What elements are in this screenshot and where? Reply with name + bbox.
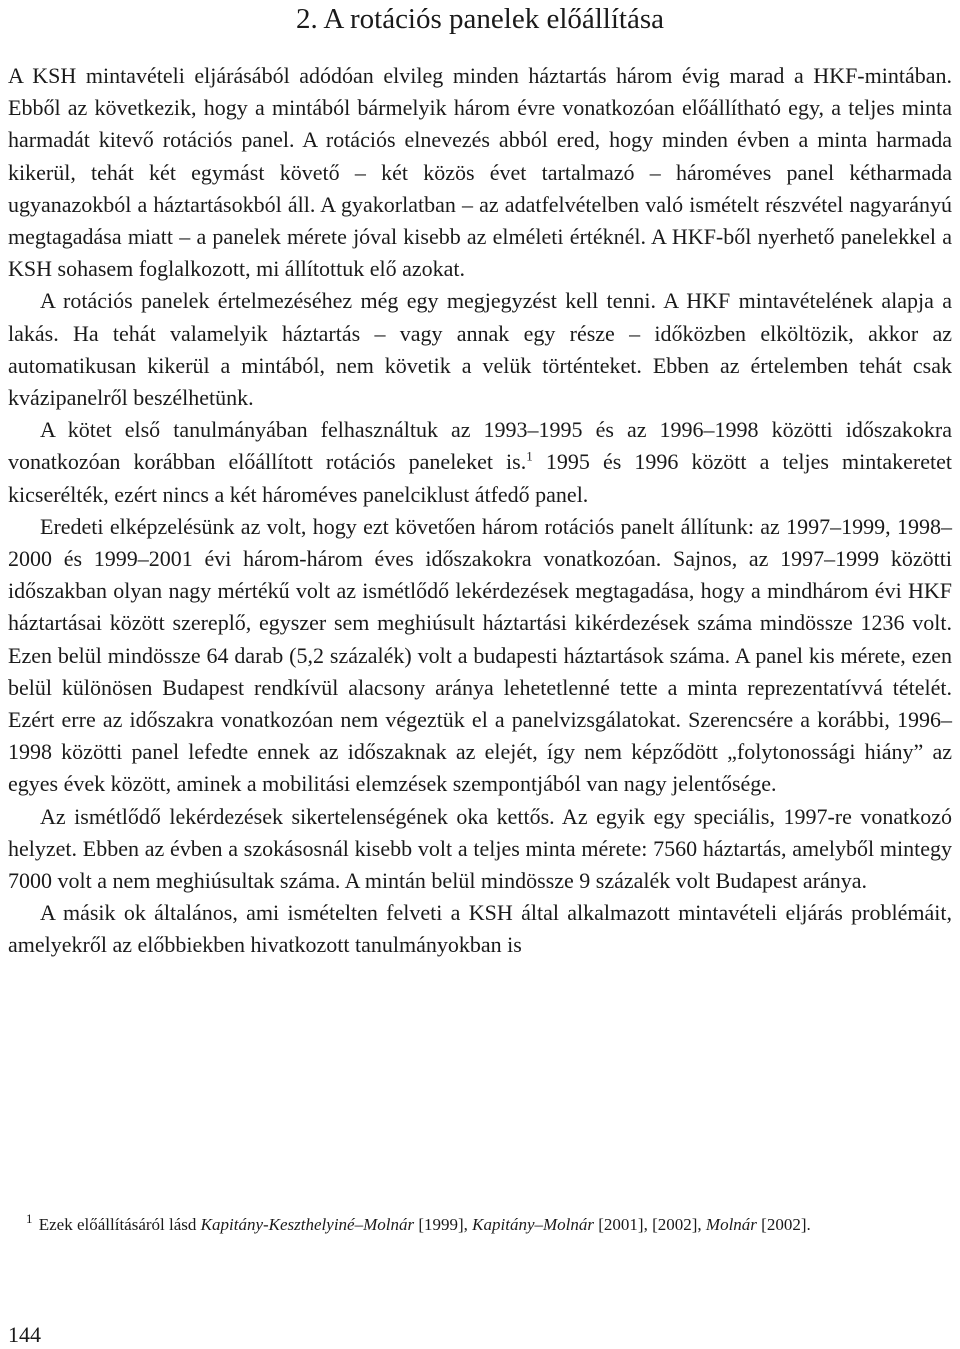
- paragraph-2: A rotációs panelek értelmezéséhez még egy megjegyzést kell tenni. A HKF mintavételének alapja a lakás. Ha tehát valamelyik háztartás – vagy annak egy része – időközben elköltözik, akkor az automatikusan kikerül a mintából, nem követik a velük történteket. Ebben az értelemben tehát csak kvázipanelről beszélhetünk.: [8, 288, 952, 411]
- footnote-citation-2: Kapitány–Molnár: [472, 1215, 595, 1234]
- footnote-lead: Ezek előállításáról lásd: [38, 1215, 201, 1234]
- footnote-year-2: [2001], [2002],: [594, 1215, 706, 1234]
- paragraph-5: Az ismétlődő lekérdezések sikertelenségének oka kettős. Az egyik egy speciális, 1997-re vonatkozó helyzet. Ebben az évben a szokásosnál kisebb volt a teljes minta mérete: 7560 háztartás, amelyből mintegy 7000 volt a nem meghiúsultak száma. A mintán belül mindössze 9 százalék volt Budapest aránya.: [8, 803, 952, 894]
- footnote-year-3: [2002].: [756, 1215, 811, 1234]
- section-heading: 2. A rotációs panelek előállítása: [295, 3, 665, 35]
- paragraph-3-text-b: 1995 és 1996 között a teljes mintakeretet kicserélték, ezért nincs a két hároméves panelciklust átfedő panel.: [8, 449, 952, 507]
- paragraph-6: A másik ok általános, ami ismételten felveti a KSH által alkalmazott mintavételi eljárás problémáit, amelyekről az előbbiekben hivatkozott tanulmányokban is: [8, 900, 952, 958]
- body-text: [8, 60, 952, 962]
- footnote-reference[interactable]: 1: [526, 449, 533, 465]
- document-page: [8, 0, 952, 1349]
- paragraph-1: A KSH mintavételi eljárásából adódóan elvileg minden háztartás három évig marad a HKF-mintában. Ebből az következik, hogy a mintából bármelyik három évre vonatkozóan előállítható egy, a teljes minta harmadát kitevő rotációs panel. A rotációs elnevezés abból ered, hogy minden évben a minta harmada kikerül, tehát két egymást követő – két közös évet tartalmazó – hároméves panel kétharmada ugyanazokból a háztartásokból áll. A gyakorlatban – az adatfelvételben való ismételt részvétel nagyarányú megtagadása miatt – a panelek mérete jóval kisebb az elméleti értéknél. A HKF-ből nyerhető panelekkel a KSH sohasem foglalkozott, mi állítottuk elő azokat.: [8, 63, 952, 282]
- footnote: [8, 1212, 952, 1237]
- paragraph-3: [8, 414, 952, 511]
- paragraph-4: Eredeti elképzelésünk az volt, hogy ezt követően három rotációs panelt állítunk: az 1997–1999, 1998–2000 és 1999–2001 évi három-három éves időszakokra vonatkozóan. Sajnos, az 1997–1999 közötti időszakban olyan nagy mértékű volt az ismétlődő lekérdezések megtagadása, hogy a mindhárom évi HKF háztartásai között szereplő, egyszer sem meghiúsult háztartási kikérdezések száma mindössze 1236 volt. Ezen belül mindössze 64 darab (5,2 százalék) volt a budapesti háztartások száma. A panel kis mérete, ezen belül különösen Budapest rendkívül alacsony aránya lehetetlenné tette a minta reprezentatívvá tételét. Ezért erre az időszakra vonatkozóan nem végeztük el a panelvizsgálatokat. Szerencsére a korábbi, 1996–1998 közötti panel lefedte ennek az időszaknak az elejét, így nem képződött „folytonossági hiány” az egyes évek között, aminek a mobilitási elemzések szempontjából van nagy jelentősége.: [8, 513, 952, 797]
- footnote-citation-1: Kapitány-Keszthelyiné–Molnár: [200, 1215, 415, 1234]
- footnote-mark: 1: [26, 1211, 33, 1227]
- footnote-year-1: [1999],: [414, 1215, 473, 1234]
- paragraph-3-text-a: A kötet első tanulmányában felhasználtuk az 1993–1995 és az 1996–1998 közötti időszakokra vonatkozóan korábban előállított rotációs paneleket is.: [8, 417, 952, 475]
- page-number: 144: [8, 1322, 41, 1347]
- footnote-citation-3: Molnár: [705, 1215, 757, 1234]
